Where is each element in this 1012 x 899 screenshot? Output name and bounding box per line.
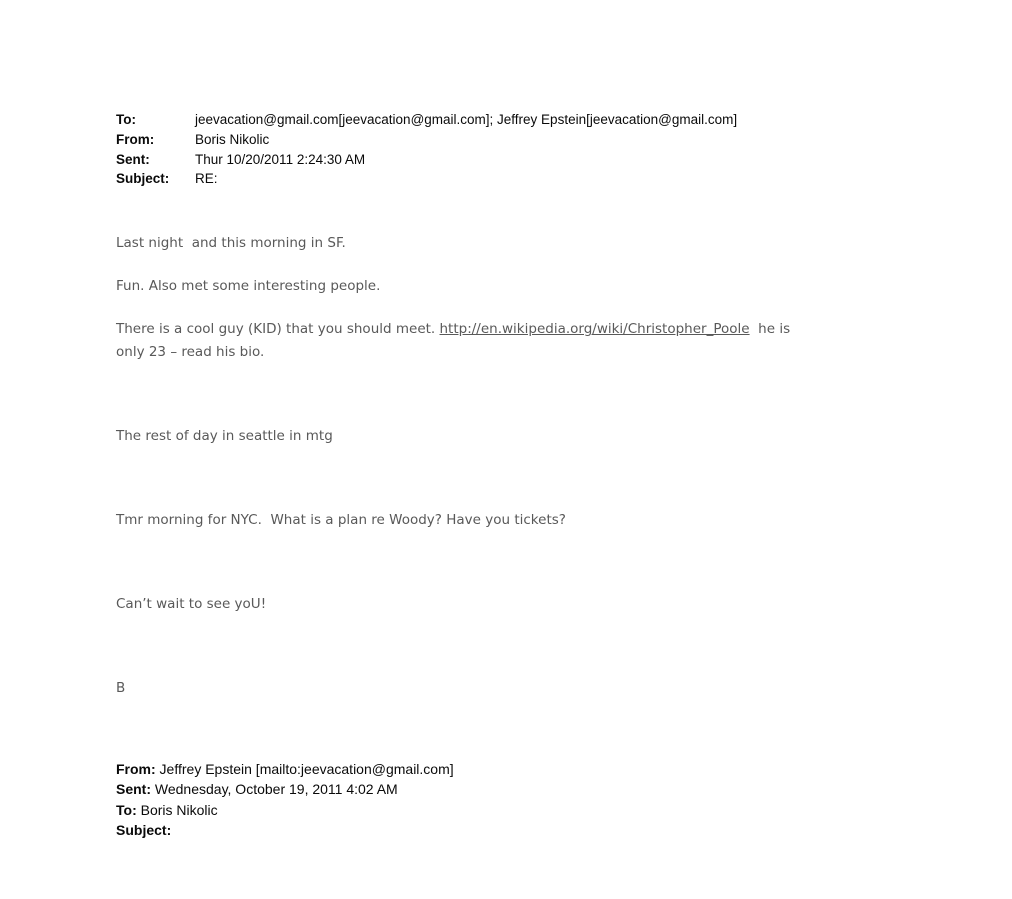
to-value: jeevacation@gmail.com[jeevacation@gmail.com]; Jeffrey Epstein[jeevacation@gmail.com] bbox=[195, 112, 738, 127]
quoted-to-label: To: bbox=[116, 801, 137, 818]
body-paragraph: Fun. Also met some interesting people. bbox=[116, 278, 381, 295]
quoted-to-value: Boris Nikolic bbox=[136, 801, 218, 818]
sent-value: Thur 10/20/2011 2:24:30 AM bbox=[195, 151, 366, 167]
quoted-sent-value: Wednesday, October 19, 2011 4:02 AM bbox=[151, 781, 398, 798]
sent-label: Sent: bbox=[116, 151, 150, 167]
header-row-sent bbox=[116, 150, 922, 170]
body-paragraph: Last night and this morning in SF. bbox=[116, 235, 346, 252]
quoted-row-from bbox=[116, 759, 922, 779]
wikipedia-link[interactable]: http://en.wikipedia.org/wiki/Christopher_Poole bbox=[439, 321, 750, 338]
quoted-from-value: Jeffrey Epstein [mailto:jeevacation@gmail.com] bbox=[155, 761, 454, 778]
header-row-subject bbox=[116, 169, 922, 189]
paragraph-text-before-link: There is a cool guy (KID) that you should meet. bbox=[116, 321, 440, 338]
quoted-subject-label: Subject: bbox=[116, 822, 172, 839]
subject-value: RE: bbox=[195, 171, 218, 187]
quoted-sent-label: Sent: bbox=[116, 781, 151, 798]
quoted-row-sent bbox=[116, 779, 922, 799]
quoted-row-to bbox=[116, 800, 922, 820]
quoted-subject-value bbox=[171, 822, 175, 838]
body-paragraph: The rest of day in seattle in mtg bbox=[116, 428, 333, 445]
from-value: Boris Nikolic bbox=[195, 131, 270, 147]
email-header bbox=[116, 110, 922, 189]
to-label: To: bbox=[116, 112, 136, 127]
header-row-to bbox=[116, 110, 922, 130]
paragraph-text-line2: only 23 – read his bio. bbox=[116, 344, 265, 361]
header-row-from bbox=[116, 130, 922, 150]
subject-label: Subject: bbox=[116, 171, 170, 187]
body-paragraph: Tmr morning for NYC. What is a plan re Woody? Have you tickets? bbox=[116, 512, 566, 529]
email-body bbox=[116, 232, 922, 700]
paragraph-text-after-link: he is bbox=[749, 321, 791, 338]
signature-initial: B bbox=[116, 680, 126, 697]
body-paragraph-with-link bbox=[116, 318, 906, 364]
from-label: From: bbox=[116, 131, 155, 147]
quoted-message-header bbox=[116, 759, 922, 840]
quoted-row-subject bbox=[116, 820, 922, 840]
quoted-from-label: From: bbox=[116, 761, 156, 778]
body-paragraph: Can’t wait to see yoU! bbox=[116, 596, 267, 613]
